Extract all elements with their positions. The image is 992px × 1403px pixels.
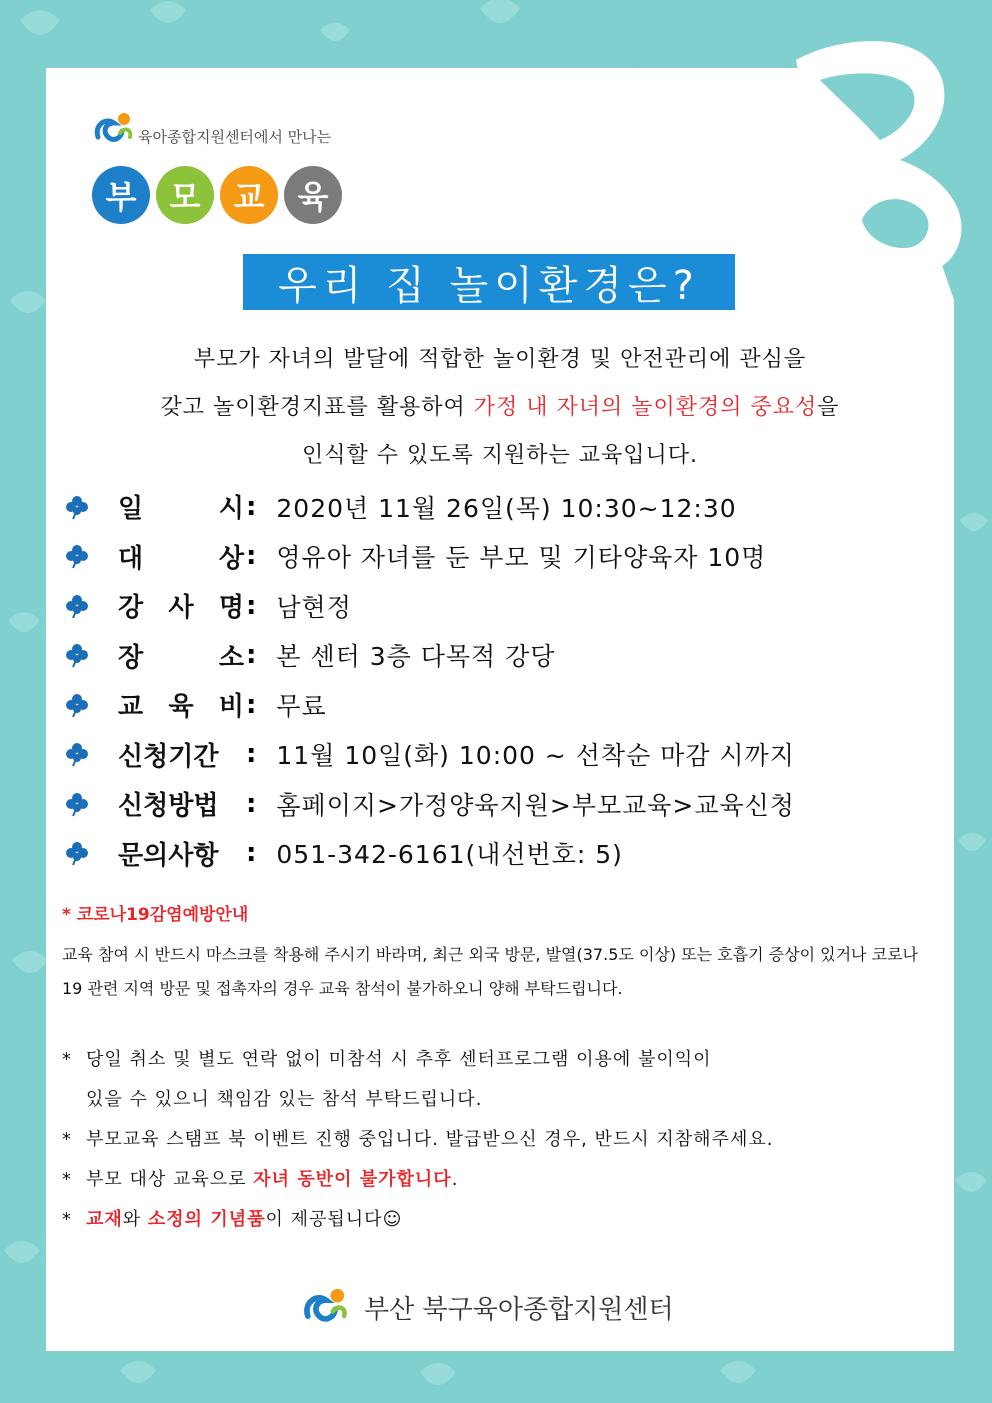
info-label: 대 상: [118, 543, 244, 574]
info-value: 남현정: [276, 592, 352, 622]
badge-gyo: 교: [220, 166, 278, 224]
info-row: [64, 581, 944, 631]
info-value: 2020년 11월 26일(목) 10:30~12:30: [276, 493, 737, 523]
notes-list: [62, 1040, 932, 1240]
list-item: * 부모교육 스탬프 북 이벤트 진행 중입니다. 발급받으신 경우, 반드시 지참해주세요.: [62, 1129, 774, 1150]
list-item: * 당일 취소 및 별도 연락 없이 미참석 시 추후 센터프로그램 이용에 불이익이: [62, 1049, 712, 1070]
footer-org: [296, 1282, 674, 1332]
footer-org-name: 부산 북구육아종합지원센터: [364, 1294, 674, 1325]
info-row: [64, 779, 944, 829]
center-logo-icon: [92, 107, 136, 151]
clover-icon: [64, 543, 90, 569]
info-label: 장 소: [118, 642, 244, 673]
center-logo-icon: [296, 1282, 356, 1332]
intro-line-2: 갖고 놀이환경지표를 활용하여 가정 내 자녀의 놀이환경의 중요성을: [160, 395, 840, 420]
badge-yuk: 육: [284, 166, 342, 224]
info-value: 051-342-6161(내선번호: 5): [276, 840, 623, 870]
info-colon: :: [246, 788, 257, 819]
info-colon: :: [246, 541, 257, 572]
info-row: [64, 730, 944, 780]
info-label: 문의사항: [118, 840, 219, 871]
list-item-continued: 있을 수 있으니 책임감 있는 참석 부탁드립니다.: [86, 1089, 483, 1110]
badge-mo: 모: [156, 166, 214, 224]
info-list: [64, 482, 944, 878]
info-colon: :: [246, 590, 257, 621]
covid-notice-heading: * 코로나19감염예방안내: [62, 905, 249, 925]
parent-education-badges: [92, 166, 342, 224]
info-label: 일 시: [118, 494, 244, 525]
info-label: 강 사 명: [118, 593, 244, 624]
info-colon: :: [246, 739, 257, 770]
info-row: [64, 829, 944, 879]
info-value: 영유아 자녀를 둔 부모 및 기타양육자 10명: [276, 543, 767, 573]
info-label: 신청방법: [118, 791, 219, 822]
info-value: 홈페이지>가정양육지원>부모교육>교육신청: [276, 790, 795, 820]
info-row: [64, 631, 944, 681]
clover-icon: [64, 692, 90, 718]
info-label: 신청기간: [118, 741, 219, 772]
clover-icon: [64, 791, 90, 817]
clover-icon: [64, 593, 90, 619]
intro-paragraph: [60, 336, 940, 480]
intro-highlight: 가정 내 자녀의 놀이환경의 중요성: [473, 395, 818, 420]
clover-icon: [64, 494, 90, 520]
clover-icon: [64, 642, 90, 668]
info-row: [64, 680, 944, 730]
info-colon: :: [246, 838, 257, 869]
info-colon: :: [246, 640, 257, 671]
intro-line-3: 인식할 수 있도록 지원하는 교육입니다.: [302, 443, 698, 468]
logo-caption: 육아종합지원센터에서 만나는: [138, 127, 332, 146]
info-row: [64, 482, 944, 532]
clover-icon: [64, 840, 90, 866]
covid-notice-body: 교육 참여 시 반드시 마스크를 착용해 주시기 바라며, 최근 외국 방문, 발열(37.5도 이상) 또는 호흡기 증상이 있거나 코로나19 관련 지역 방문 및 접촉자의 경우 교육 참석이 불가하오니 양해 부탁드립니다.: [62, 945, 918, 998]
page-title: 우리 집 놀이환경은?: [243, 254, 735, 310]
info-value: 11월 10일(화) 10:00 ~ 선착순 마감 시까지: [276, 741, 795, 771]
intro-line-1: 부모가 자녀의 발달에 적합한 놀이환경 및 안전관리에 관심을: [193, 347, 807, 372]
clover-icon: [64, 741, 90, 767]
info-label: 교 육 비: [118, 692, 244, 723]
header-logo: [92, 104, 331, 154]
list-item: * 교재와 소정의 기념품이 제공됩니다☺: [62, 1209, 403, 1230]
info-value: 본 센터 3층 다목적 강당: [276, 642, 556, 672]
info-colon: :: [246, 491, 257, 522]
info-value: 무료: [276, 691, 327, 721]
info-colon: :: [246, 689, 257, 720]
badge-bu: 부: [92, 166, 150, 224]
info-row: [64, 532, 944, 582]
list-item: * 부모 대상 교육으로 자녀 동반이 불가합니다.: [62, 1169, 459, 1190]
